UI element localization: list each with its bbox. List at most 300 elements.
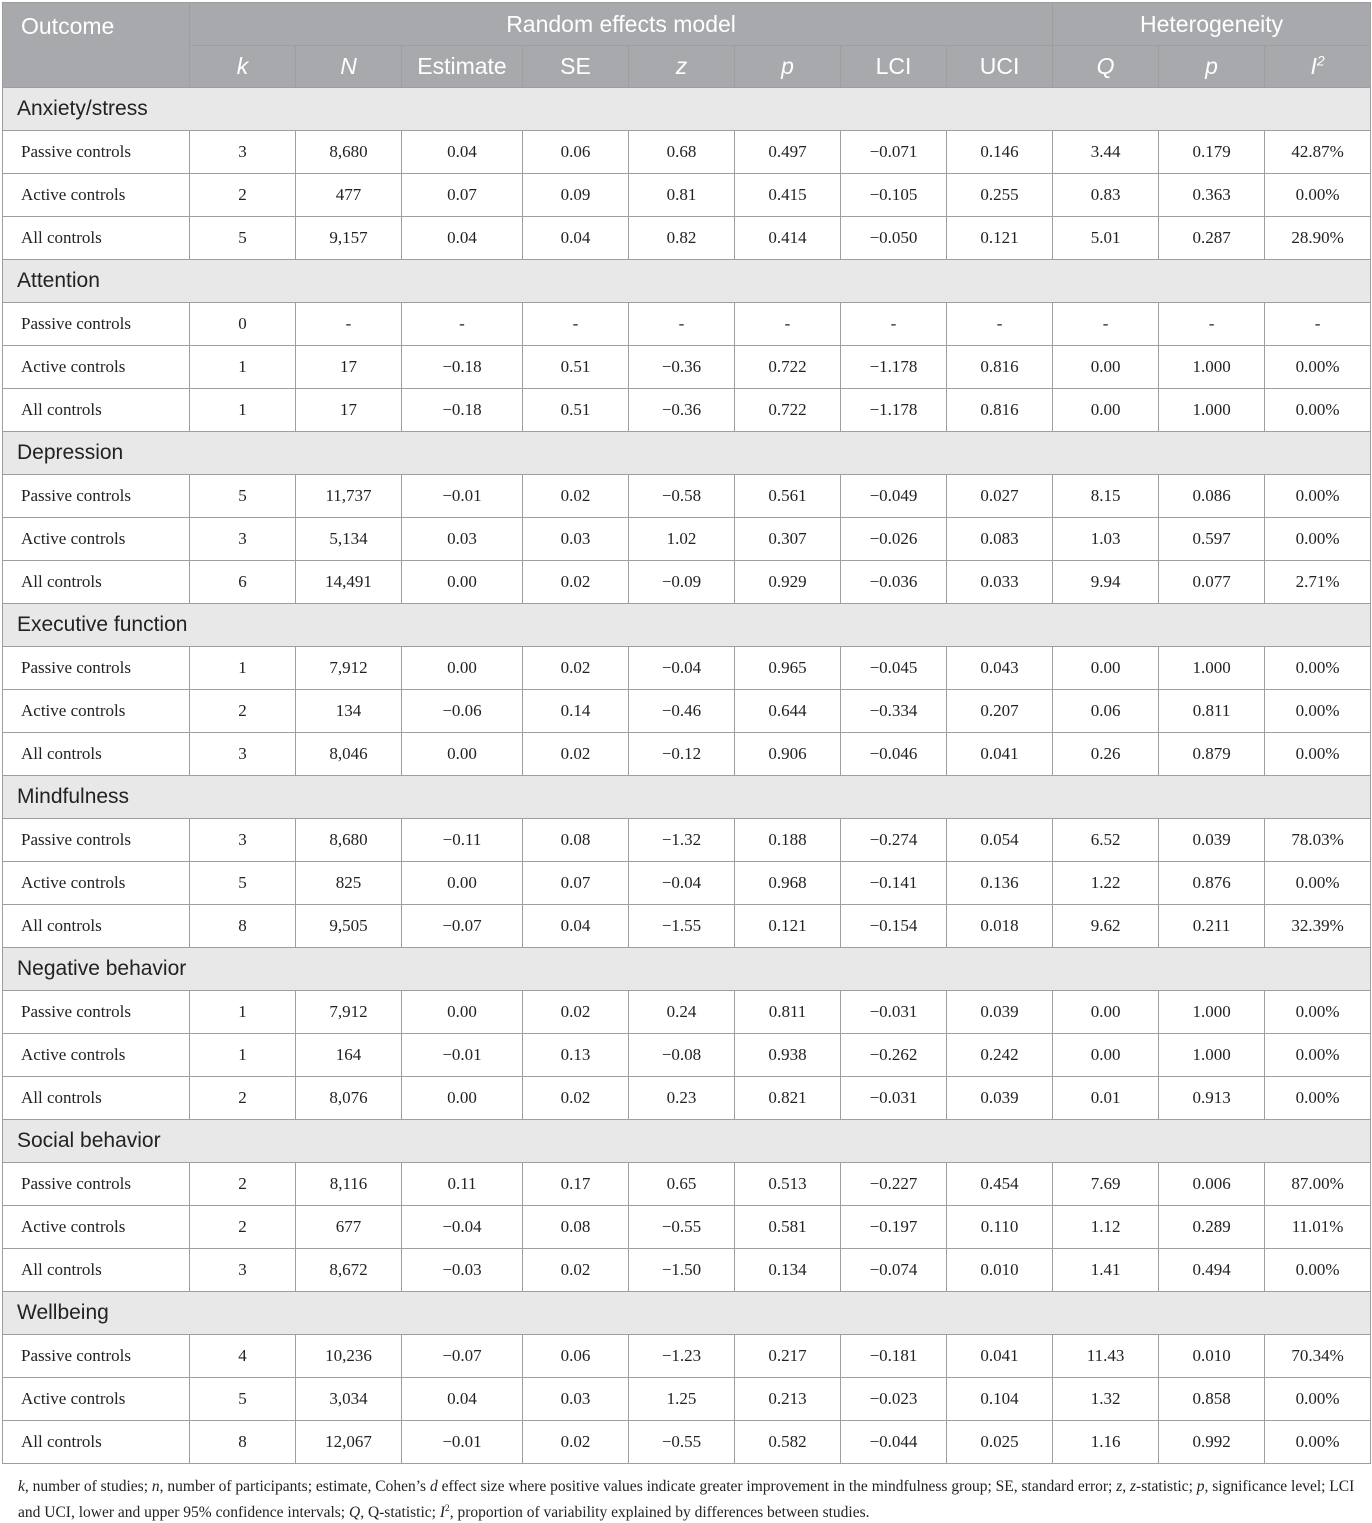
table-cell: 0.00 [1053, 346, 1159, 389]
table-cell: 17 [296, 389, 402, 432]
table-cell: −0.074 [841, 1249, 947, 1292]
row-label: All controls [3, 1421, 190, 1464]
table-row [3, 174, 1371, 217]
table-cell: 0.00% [1265, 1249, 1371, 1292]
row-label: All controls [3, 389, 190, 432]
table-cell: 1.25 [629, 1378, 735, 1421]
table-cell: - [523, 303, 629, 346]
table-cell: 42.87% [1265, 131, 1371, 174]
table-cell: 5 [190, 217, 296, 260]
table-cell: 70.34% [1265, 1335, 1371, 1378]
heterogeneity-header: Heterogeneity [1053, 3, 1371, 46]
table-cell: 1 [190, 346, 296, 389]
table-cell: - [735, 303, 841, 346]
table-row [3, 1206, 1371, 1249]
table-cell: - [841, 303, 947, 346]
outcome-header: Outcome [3, 3, 190, 88]
table-cell: −1.23 [629, 1335, 735, 1378]
table-row [3, 1077, 1371, 1120]
table-cell: 0.00% [1265, 389, 1371, 432]
table-cell: 7,912 [296, 991, 402, 1034]
table-row [3, 518, 1371, 561]
table-cell: 7,912 [296, 647, 402, 690]
table-cell: 0.255 [947, 174, 1053, 217]
table-cell: −0.049 [841, 475, 947, 518]
table-cell: −0.023 [841, 1378, 947, 1421]
table-row [3, 1163, 1371, 1206]
table-cell: 0.00 [402, 862, 523, 905]
table-cell: 0.414 [735, 217, 841, 260]
table-cell: 2 [190, 1077, 296, 1120]
table-cell: 0.02 [523, 475, 629, 518]
table-cell: 0.00 [1053, 991, 1159, 1034]
table-cell: 3.44 [1053, 131, 1159, 174]
table-cell: −0.06 [402, 690, 523, 733]
col-header-estimate: Estimate [402, 46, 523, 88]
table-cell: 0.213 [735, 1378, 841, 1421]
table-cell: 5.01 [1053, 217, 1159, 260]
table-cell: 1.12 [1053, 1206, 1159, 1249]
table-cell: 0.51 [523, 389, 629, 432]
table-cell: −0.36 [629, 346, 735, 389]
table-cell: 12,067 [296, 1421, 402, 1464]
table-cell: 4 [190, 1335, 296, 1378]
section-title: Negative behavior [3, 948, 1371, 991]
table-cell: 1.03 [1053, 518, 1159, 561]
table-cell: −0.044 [841, 1421, 947, 1464]
table-cell: 0.104 [947, 1378, 1053, 1421]
section-row [3, 604, 1371, 647]
table-cell: 0.006 [1159, 1163, 1265, 1206]
table-cell: 8,680 [296, 131, 402, 174]
table-cell: 0.287 [1159, 217, 1265, 260]
table-cell: 0.00% [1265, 733, 1371, 776]
table-cell: 0.03 [523, 518, 629, 561]
table-cell: −0.045 [841, 647, 947, 690]
results-table [2, 2, 1371, 1464]
table-cell: −0.11 [402, 819, 523, 862]
table-cell: 78.03% [1265, 819, 1371, 862]
row-label: Active controls [3, 518, 190, 561]
table-row [3, 1378, 1371, 1421]
table-row [3, 475, 1371, 518]
table-cell: 0.938 [735, 1034, 841, 1077]
table-cell: 32.39% [1265, 905, 1371, 948]
fn-d-def: effect size where positive values indicate greater improvement in the mindfulness group; SE, standard error; [437, 1478, 1117, 1495]
table-cell: 0.217 [735, 1335, 841, 1378]
table-cell: 1 [190, 991, 296, 1034]
col-header-n: N [296, 46, 402, 88]
table-cell: 0.010 [1159, 1335, 1265, 1378]
table-cell: −0.07 [402, 905, 523, 948]
i2-superscript: 2 [1316, 53, 1325, 69]
table-cell: 0.17 [523, 1163, 629, 1206]
i2-letter: I [1310, 53, 1317, 79]
table-cell: 0.01 [1053, 1077, 1159, 1120]
table-cell: 0.242 [947, 1034, 1053, 1077]
table-cell: 5 [190, 1378, 296, 1421]
table-cell: 0.04 [402, 131, 523, 174]
fn-z2: z [1130, 1478, 1137, 1495]
table-cell: 5 [190, 862, 296, 905]
table-cell: 11.01% [1265, 1206, 1371, 1249]
table-cell: 1.000 [1159, 346, 1265, 389]
table-row [3, 733, 1371, 776]
table-cell: 8,046 [296, 733, 402, 776]
table-cell: 3 [190, 131, 296, 174]
row-label: Passive controls [3, 991, 190, 1034]
table-cell: 825 [296, 862, 402, 905]
table-cell: −0.04 [629, 862, 735, 905]
table-cell: 0.04 [523, 217, 629, 260]
table-cell: −0.55 [629, 1206, 735, 1249]
table-cell: −0.09 [629, 561, 735, 604]
table-cell: 0 [190, 303, 296, 346]
col-header-q: Q [1053, 46, 1159, 88]
table-cell: 0.00% [1265, 647, 1371, 690]
col-header-het-p: p [1159, 46, 1265, 88]
table-cell: 0.054 [947, 819, 1053, 862]
row-label: All controls [3, 561, 190, 604]
table-row [3, 1249, 1371, 1292]
table-cell: - [1159, 303, 1265, 346]
table-cell: 9.62 [1053, 905, 1159, 948]
section-row [3, 1120, 1371, 1163]
section-title: Executive function [3, 604, 1371, 647]
table-cell: 477 [296, 174, 402, 217]
table-cell: 0.929 [735, 561, 841, 604]
table-cell: 28.90% [1265, 217, 1371, 260]
table-cell: 0.179 [1159, 131, 1265, 174]
table-cell: 5 [190, 475, 296, 518]
table-cell: 0.00% [1265, 346, 1371, 389]
table-cell: −0.046 [841, 733, 947, 776]
table-cell: 1.41 [1053, 1249, 1159, 1292]
table-cell: −0.031 [841, 1077, 947, 1120]
table-row [3, 1421, 1371, 1464]
row-label: Active controls [3, 1378, 190, 1421]
table-cell: 0.043 [947, 647, 1053, 690]
table-header [3, 3, 1371, 88]
table-row [3, 819, 1371, 862]
fn-z-mid: , [1122, 1478, 1130, 1495]
row-label: Active controls [3, 174, 190, 217]
table-cell: 0.307 [735, 518, 841, 561]
table-cell: 0.207 [947, 690, 1053, 733]
table-cell: 0.68 [629, 131, 735, 174]
table-cell: 0.51 [523, 346, 629, 389]
table-cell: 0.00% [1265, 174, 1371, 217]
table-cell: 0.722 [735, 346, 841, 389]
row-label: Passive controls [3, 303, 190, 346]
table-cell: −0.04 [629, 647, 735, 690]
table-cell: 87.00% [1265, 1163, 1371, 1206]
table-cell: −0.197 [841, 1206, 947, 1249]
table-cell: −0.181 [841, 1335, 947, 1378]
table-cell: 0.582 [735, 1421, 841, 1464]
table-cell: - [1265, 303, 1371, 346]
fn-z1: z [1116, 1478, 1123, 1495]
table-cell: 0.00 [1053, 389, 1159, 432]
table-cell: 7.69 [1053, 1163, 1159, 1206]
table-cell: 8,672 [296, 1249, 402, 1292]
table-cell: −0.03 [402, 1249, 523, 1292]
table-cell: −0.18 [402, 389, 523, 432]
table-cell: 0.041 [947, 733, 1053, 776]
table-cell: 0.02 [523, 733, 629, 776]
row-label: All controls [3, 905, 190, 948]
table-row [3, 303, 1371, 346]
table-cell: 1.000 [1159, 1034, 1265, 1077]
table-cell: 11,737 [296, 475, 402, 518]
table-cell: 0.136 [947, 862, 1053, 905]
table-cell: 5,134 [296, 518, 402, 561]
table-cell: −1.178 [841, 389, 947, 432]
row-label: All controls [3, 733, 190, 776]
col-header-i2 [1265, 46, 1371, 88]
table-cell: 0.992 [1159, 1421, 1265, 1464]
section-row [3, 260, 1371, 303]
table-cell: 0.722 [735, 389, 841, 432]
table-cell: 8,680 [296, 819, 402, 862]
section-row [3, 88, 1371, 131]
table-cell: 2 [190, 1163, 296, 1206]
table-cell: 0.00 [402, 733, 523, 776]
table-cell: 8 [190, 905, 296, 948]
table-cell: 677 [296, 1206, 402, 1249]
table-cell: 0.821 [735, 1077, 841, 1120]
table-row [3, 647, 1371, 690]
table-cell: 0.363 [1159, 174, 1265, 217]
table-cell: 0.00 [402, 991, 523, 1034]
table-cell: 8.15 [1053, 475, 1159, 518]
table-cell: −0.18 [402, 346, 523, 389]
table-cell: 0.65 [629, 1163, 735, 1206]
table-cell: 0.039 [1159, 819, 1265, 862]
section-title: Anxiety/stress [3, 88, 1371, 131]
col-header-k: k [190, 46, 296, 88]
table-cell: 0.083 [947, 518, 1053, 561]
col-header-z: z [629, 46, 735, 88]
table-cell: 0.04 [523, 905, 629, 948]
table-cell: 6.52 [1053, 819, 1159, 862]
table-cell: 1.02 [629, 518, 735, 561]
table-cell: 3 [190, 733, 296, 776]
table-cell: 0.121 [735, 905, 841, 948]
fn-i-sup: 2 [445, 1504, 450, 1514]
table-cell: 0.24 [629, 991, 735, 1034]
table-cell: 0.00% [1265, 475, 1371, 518]
table-cell: 0.00 [402, 561, 523, 604]
table-cell: 0.13 [523, 1034, 629, 1077]
table-cell: −1.50 [629, 1249, 735, 1292]
col-header-uci: UCI [947, 46, 1053, 88]
table-cell: 0.913 [1159, 1077, 1265, 1120]
table-row [3, 217, 1371, 260]
table-cell: 0.879 [1159, 733, 1265, 776]
table-cell: 0.965 [735, 647, 841, 690]
row-label: Active controls [3, 1034, 190, 1077]
table-cell: 0.08 [523, 1206, 629, 1249]
table-cell: 14,491 [296, 561, 402, 604]
table-cell: −0.01 [402, 475, 523, 518]
table-cell: 0.134 [735, 1249, 841, 1292]
table-cell: 0.02 [523, 1077, 629, 1120]
table-cell: 0.11 [402, 1163, 523, 1206]
table-cell: 0.188 [735, 819, 841, 862]
table-cell: 0.26 [1053, 733, 1159, 776]
table-cell: 2 [190, 174, 296, 217]
table-cell: 0.497 [735, 131, 841, 174]
table-cell: 0.00% [1265, 862, 1371, 905]
table-cell: - [296, 303, 402, 346]
table-cell: 0.811 [735, 991, 841, 1034]
table-cell: - [1053, 303, 1159, 346]
table-cell: 0.14 [523, 690, 629, 733]
table-cell: −0.55 [629, 1421, 735, 1464]
table-cell: 0.06 [1053, 690, 1159, 733]
section-row [3, 432, 1371, 475]
table-cell: 0.581 [735, 1206, 841, 1249]
table-cell: 0.00% [1265, 1034, 1371, 1077]
section-title: Wellbeing [3, 1292, 1371, 1335]
table-cell: 0.027 [947, 475, 1053, 518]
table-cell: 1 [190, 1034, 296, 1077]
col-header-lci: LCI [841, 46, 947, 88]
table-cell: −0.026 [841, 518, 947, 561]
table-cell: 0.086 [1159, 475, 1265, 518]
table-cell: 0.82 [629, 217, 735, 260]
table-cell: 3 [190, 518, 296, 561]
table-cell: −0.262 [841, 1034, 947, 1077]
table-cell: 134 [296, 690, 402, 733]
table-cell: 0.025 [947, 1421, 1053, 1464]
row-label: All controls [3, 1077, 190, 1120]
table-cell: 9.94 [1053, 561, 1159, 604]
table-cell: 0.039 [947, 1077, 1053, 1120]
table-cell: −1.32 [629, 819, 735, 862]
table-cell: 0.04 [402, 217, 523, 260]
table-cell: 0.07 [402, 174, 523, 217]
table-cell: 1.32 [1053, 1378, 1159, 1421]
table-cell: −0.334 [841, 690, 947, 733]
fn-i: I [439, 1504, 446, 1522]
table-cell: 0.876 [1159, 862, 1265, 905]
table-cell: 0.04 [402, 1378, 523, 1421]
row-label: Active controls [3, 690, 190, 733]
table-cell: 2 [190, 1206, 296, 1249]
table-cell: 0.858 [1159, 1378, 1265, 1421]
table-cell: 8,116 [296, 1163, 402, 1206]
table-cell: 0.968 [735, 862, 841, 905]
table-cell: 11.43 [1053, 1335, 1159, 1378]
table-cell: −0.071 [841, 131, 947, 174]
table-cell: −0.07 [402, 1335, 523, 1378]
table-row [3, 389, 1371, 432]
table-cell: 0.02 [523, 561, 629, 604]
table-cell: 8 [190, 1421, 296, 1464]
table-cell: 0.00% [1265, 690, 1371, 733]
table-cell: −0.274 [841, 819, 947, 862]
section-title: Attention [3, 260, 1371, 303]
table-cell: −0.036 [841, 561, 947, 604]
fn-k: k [18, 1478, 25, 1495]
table-cell: 0.83 [1053, 174, 1159, 217]
results-table-container [2, 2, 1370, 1464]
table-row [3, 862, 1371, 905]
fn-z-def: -statistic; [1136, 1478, 1197, 1495]
table-cell: 0.00% [1265, 1421, 1371, 1464]
table-cell: −0.01 [402, 1421, 523, 1464]
fn-n: n [151, 1478, 160, 1495]
row-label: All controls [3, 1249, 190, 1292]
table-cell: 0.03 [402, 518, 523, 561]
table-cell: 0.09 [523, 174, 629, 217]
table-cell: 0.597 [1159, 518, 1265, 561]
table-cell: 9,505 [296, 905, 402, 948]
table-cell: 3,034 [296, 1378, 402, 1421]
table-cell: 8,076 [296, 1077, 402, 1120]
table-cell: −0.050 [841, 217, 947, 260]
section-title: Mindfulness [3, 776, 1371, 819]
table-cell: 164 [296, 1034, 402, 1077]
table-cell: 0.146 [947, 131, 1053, 174]
table-row [3, 690, 1371, 733]
table-cell: 0.07 [523, 862, 629, 905]
row-label: Active controls [3, 862, 190, 905]
table-cell: 1.000 [1159, 389, 1265, 432]
table-cell: 1.22 [1053, 862, 1159, 905]
table-cell: 0.289 [1159, 1206, 1265, 1249]
table-cell: 0.00% [1265, 1378, 1371, 1421]
table-cell: 10,236 [296, 1335, 402, 1378]
table-cell: 0.816 [947, 346, 1053, 389]
table-cell: 0.06 [523, 131, 629, 174]
table-cell: −0.154 [841, 905, 947, 948]
table-cell: 0.00% [1265, 518, 1371, 561]
row-label: Passive controls [3, 1335, 190, 1378]
table-cell: −0.08 [629, 1034, 735, 1077]
row-label: Passive controls [3, 475, 190, 518]
table-cell: 0.077 [1159, 561, 1265, 604]
row-label: Active controls [3, 346, 190, 389]
fn-p-def: , significance level; LCI and UCI, lower and upper 95% confidence intervals; [18, 1478, 1355, 1522]
table-cell: 0.81 [629, 174, 735, 217]
table-cell: 0.561 [735, 475, 841, 518]
table-cell: 0.02 [523, 1421, 629, 1464]
table-cell: −0.04 [402, 1206, 523, 1249]
table-row [3, 1335, 1371, 1378]
table-cell: −0.141 [841, 862, 947, 905]
table-row [3, 561, 1371, 604]
row-label: Passive controls [3, 131, 190, 174]
table-cell: 0.211 [1159, 905, 1265, 948]
table-cell: 1 [190, 647, 296, 690]
section-title: Depression [3, 432, 1371, 475]
table-cell: −0.105 [841, 174, 947, 217]
table-cell: 0.033 [947, 561, 1053, 604]
table-cell: 0.02 [523, 1249, 629, 1292]
fn-q-def: , Q-statistic; [360, 1504, 440, 1522]
table-row [3, 346, 1371, 389]
table-cell: 0.00 [402, 1077, 523, 1120]
table-cell: 3 [190, 1249, 296, 1292]
table-cell: 0.08 [523, 819, 629, 862]
row-label: Passive controls [3, 1163, 190, 1206]
table-cell: 0.415 [735, 174, 841, 217]
section-row [3, 1292, 1371, 1335]
fn-i-def: , proportion of variability explained by differences between studies. [449, 1504, 870, 1522]
